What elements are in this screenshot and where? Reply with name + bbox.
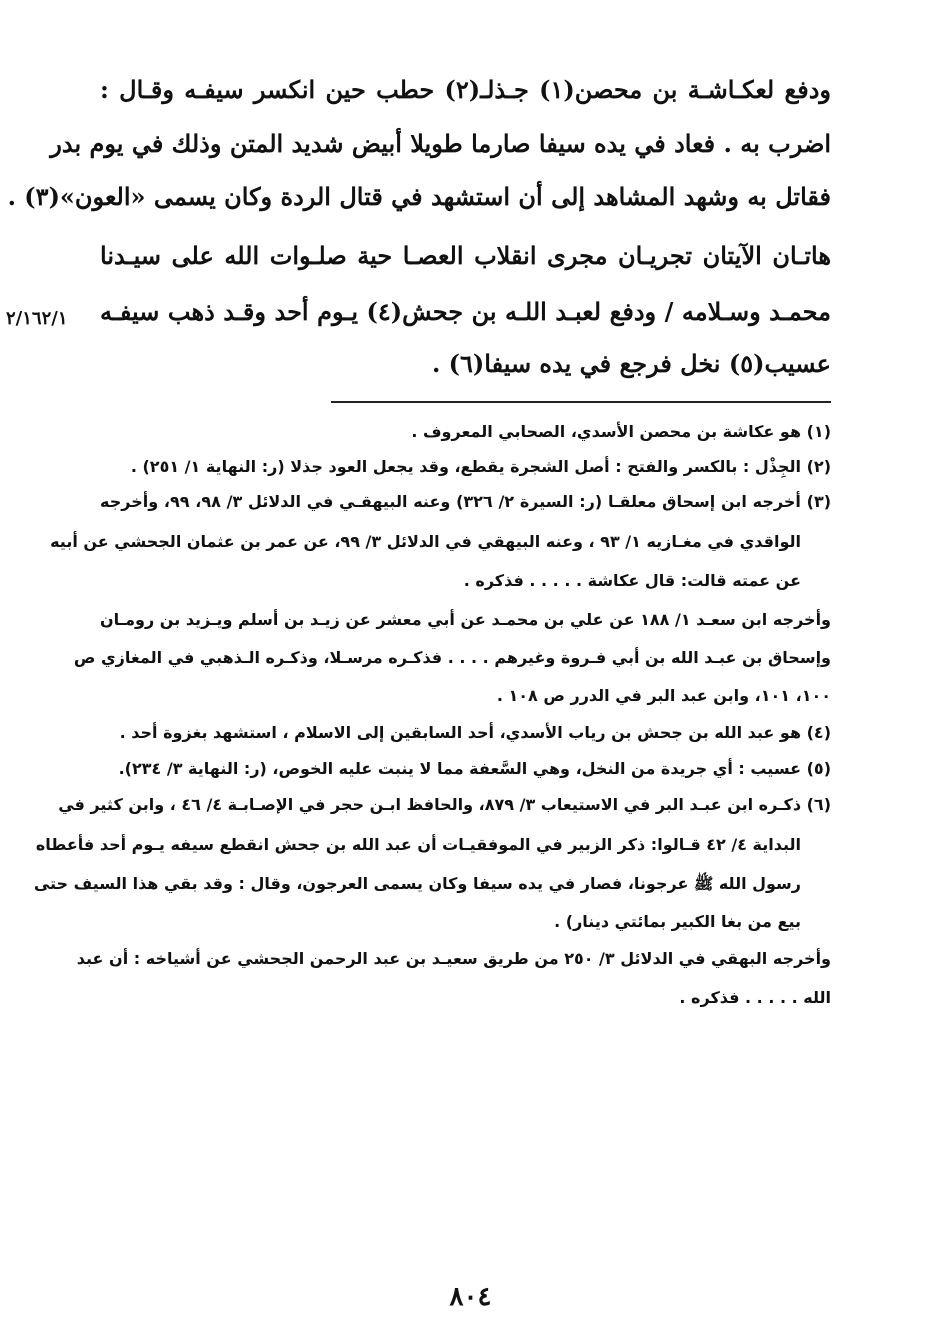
footnote-line-14: بيع من بغا الكبير بمائتي دينار) . — [554, 912, 801, 931]
footnote-separator — [331, 401, 831, 403]
footnote-line-1: (١) هو عكاشة بن محصن الأسدي، الصحابي المعروف . — [411, 422, 831, 441]
main-text-line-6: عسيب(٥) نخل فرجع في يده سيفا(٦) . — [431, 349, 831, 378]
main-text-line-4: هاتـان الآيتان تجريـان مجرى انقلاب العصـا حية صلـوات الله على سيـدنا — [100, 241, 831, 270]
footnote-line-7: وإسحاق بن عبـد الله بن أبي فـروة وغيرهم . . . . فذكـره مرسـلا، وذكـره الـذهبي في المغازي ص — [73, 648, 831, 667]
main-text-line-3: فقاتل به وشهد المشاهد إلى أن استشهد في قتال الردة وكان يسمى «العون»(٣) . — [7, 182, 831, 211]
main-text-line-5: محمـد وسـلامه / ودفع لعبـد اللـه بن جحش(٤) يـوم أحد وقـد ذهب سيفـه — [100, 297, 831, 326]
footnote-line-3: (٣) أخرجه ابن إسحاق معلقـا (ر: السيرة ٢/ ٣٢٦) وعنه البيهقـي في الدلائل ٣/ ٩٨، ٩٩، وأخرجه — [100, 492, 832, 511]
main-text-line-2: اضرب به . فعاد في يده سيفا صارما طويلا أبيض شديد المتن وذلك في يوم بدر — [50, 129, 831, 158]
footnote-line-6: وأخرجه ابن سعـد ١/ ١٨٨ عن علي بن محمـد عن أبي معشر عن زيـد بن أسلم ويـزيد بن رومـان — [100, 610, 831, 629]
footnote-line-11: (٦) ذكـره ابن عبـد البر في الاستيعاب ٣/ ٨٧٩، والحافظ ابـن حجر في الإصـابـة ٤/ ٤٦ ، وابن كثير في — [58, 795, 831, 814]
main-text-line-1: ودفع لعكـاشـة بن محصن(١) جـذلـ(٢) حطب حين انكسر سيفـه وقـال : — [100, 75, 832, 104]
footnote-line-8: ١٠٠، ١٠١، وابن عبد البر في الدرر ص ١٠٨ . — [496, 686, 831, 705]
footnote-line-5: عن عمته قالت: قال عكاشة . . . . . فذكره . — [463, 571, 801, 590]
footnote-line-10: (٥) عسيب : أي جريدة من النخل، وهي السَّعفة مما لا ينبت عليه الخوص، (ر: النهاية ٣/ ٢٣٤). — [118, 759, 831, 778]
footnote-line-13: رسول الله ﷺ عرجونا، فصار في يده سيفا وكان يسمى العرجون، وقال : وقد بقي هذا السيف حتى — [33, 874, 801, 893]
page-number: ٨٠٤ — [449, 1282, 492, 1312]
footnote-line-2: (٢) الجِذْل : بالكسر والفتح : أصل الشجرة يقطع، وقد يجعل العود جذلا (ر: النهاية ١/ ٢٥١) . — [130, 457, 831, 476]
footnote-line-4: الواقدي في مغـازيه ١/ ٩٣ ، وعنه البيهقي في الدلائل ٣/ ٩٩، عن عمر بن عثمان الجحشي عن أبيه — [50, 532, 801, 551]
footnote-line-12: البداية ٤/ ٤٢ قـالوا: ذكر الزبير في الموفقيـات أن عبد الله بن جحش انقطع سيفه يـوم أحد فأعطاه — [35, 835, 801, 854]
footnote-line-16: الله . . . . . فذكره . — [679, 988, 831, 1007]
footnote-line-9: (٤) هو عبد الله بن جحش بن رياب الأسدي، أحد السابقين إلى الاسلام ، استشهد بغزوة أحد . — [119, 723, 831, 742]
footnote-line-15: وأخرجه البهقي في الدلائل ٣/ ٢٥٠ من طريق سعيـد بن عبد الرحمن الجحشي عن أشياخه : أن عبد — [76, 949, 831, 968]
margin-reference: ٢/١٦٢/١ — [6, 308, 68, 329]
